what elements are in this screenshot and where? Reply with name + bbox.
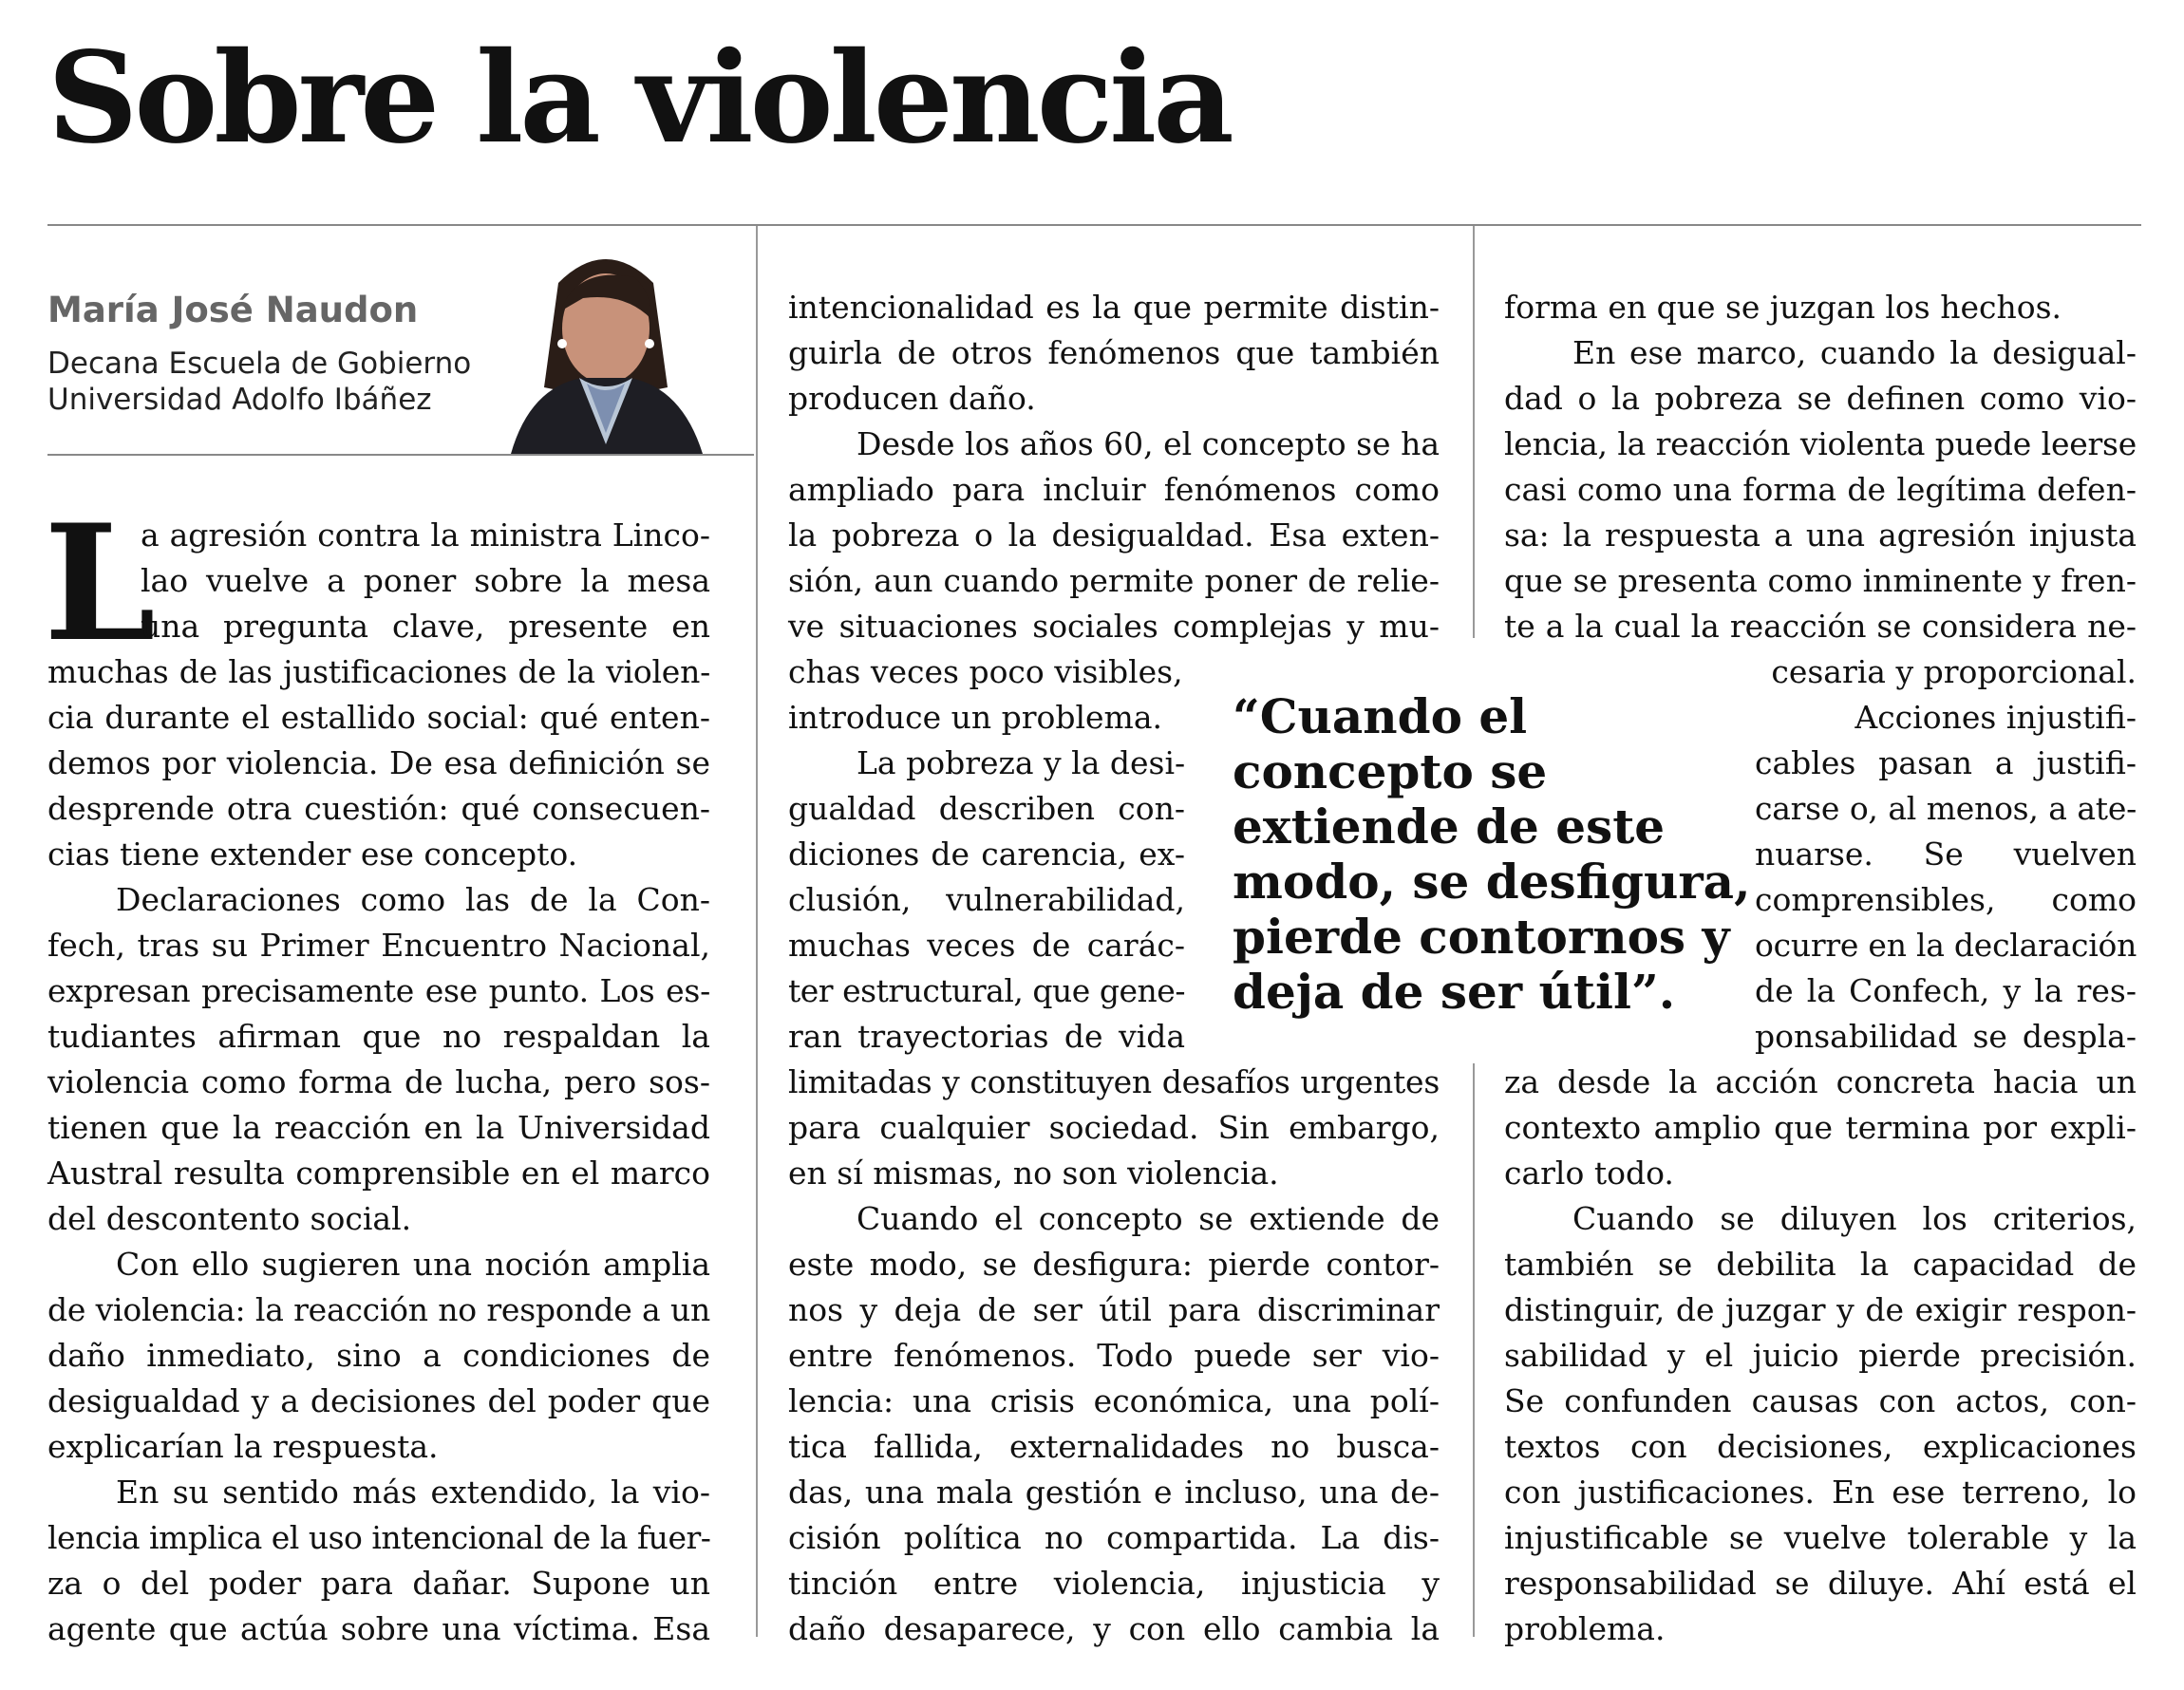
pull-quote-line: extiende de este [1233,798,1666,854]
body-line: ponsabilidad se despla- [1755,1018,2137,1055]
body-line: de la Confech, y la res- [1755,972,2137,1009]
body-line: nos y deja de ser útil para discriminar [788,1291,1440,1328]
pull-quote [1233,689,1750,1020]
body-line: agente que actúa sobre una víctima. Esa [47,1610,710,1647]
body-line: cables pasan a justifi- [1755,744,2137,781]
body-line: gualdad describen con- [788,790,1185,827]
body-line: das, una mala gestión e incluso, una de- [788,1474,1440,1511]
body-line: demos por violencia. De esa definición se [47,744,710,781]
body-line: para cualquier sociedad. Sin embargo, [788,1109,1440,1146]
body-line: nuarse. Se vuelven [1755,836,2137,873]
body-line: sión, aun cuando permite poner de relie- [788,562,1440,599]
body-line: limitadas y constituyen desafíos urgentes [788,1063,1440,1100]
body-line: contexto amplio que termina por expli- [1504,1109,2137,1146]
body-line: una pregunta clave, presente en [141,608,710,645]
body-line: Austral resulta comprensible en el marco [47,1155,710,1192]
body-line: cia durante el estallido social: qué enten- [47,699,710,736]
body-line: Con ello sugieren una noción amplia [116,1246,710,1283]
body-line: daño desaparece, y con ello cambia la [788,1610,1440,1647]
body-line: problema. [1504,1610,1666,1647]
body-line: dad o la pobreza se definen como vio- [1504,380,2137,417]
body-line: lao vuelve a poner sobre la mesa [141,562,710,599]
body-line: En ese marco, cuando la desigual- [1572,334,2137,371]
body-line: a agresión contra la ministra Linco- [141,516,710,554]
body-line: forma en que se juzgan los hechos. [1504,289,2062,326]
body-line: comprensibles, como [1755,881,2137,918]
article-title: Sobre la violencia [47,25,1231,172]
author-role-line: Decana Escuela de Gobierno [47,347,472,381]
body-line: muchas veces de carác- [788,927,1185,964]
body-line: guirla de otros fenómenos que también [788,334,1440,371]
body-line: violencia como forma de lucha, pero sos- [47,1063,710,1100]
body-line: lencia: una crisis económica, una polí- [788,1382,1440,1419]
author-role-line: Universidad Adolfo Ibáñez [47,383,432,417]
body-line: casi como una forma de legítima defen- [1504,471,2137,508]
body-line: Declaraciones como las de la Con- [116,881,710,918]
body-line: carse o, al menos, a ate- [1755,790,2137,827]
body-line: desigualdad y a decisiones del poder que [47,1382,710,1419]
body-line: ter estructural, que gene- [788,972,1185,1009]
pull-quote-line: concepto se [1233,743,1548,799]
body-line: tienen que la reacción en la Universidad [47,1109,710,1146]
drop-cap: L [44,489,157,677]
body-line: de violencia: la reacción no responde a un [47,1291,710,1328]
pull-quote-line: deja de ser útil”. [1233,964,1676,1020]
column-divider-2-lower [1473,1063,1475,1637]
body-line: expresan precisamente ese punto. Los es- [47,972,710,1009]
author-portrait [492,245,720,454]
body-line: ve situaciones sociales complejas y mu- [788,608,1440,645]
body-line: también se debilita la capacidad de [1504,1246,2137,1283]
body-line: fech, tras su Primer Encuentro Nacional, [47,927,710,964]
byline-rule [47,454,754,456]
body-line: Acciones injustifi- [1855,699,2137,736]
body-line: clusión, vulnerabilidad, [788,881,1185,918]
body-line: desprende otra cuestión: qué consecuen- [47,790,710,827]
body-line: ampliado para incluir fenómenos como [788,471,1440,508]
body-line: za o del poder para dañar. Supone un [47,1565,710,1602]
body-line: muchas de las justificaciones de la violen- [47,653,710,690]
body-line: ran trayectorias de vida [788,1018,1185,1055]
body-line: en sí mismas, no son violencia. [788,1155,1279,1192]
body-line: chas veces poco visibles, [788,653,1183,690]
body-line: carlo todo. [1504,1155,1674,1192]
body-line: cesaria y proporcional. [1771,653,2137,690]
body-line: za desde la acción concreta hacia un [1504,1063,2137,1100]
body-line: tica fallida, externalidades no busca- [788,1428,1440,1465]
pull-quote-line: modo, se desfigura, [1233,854,1751,910]
body-line: te a la cual la reacción se considera ne- [1504,608,2137,645]
body-line: Cuando se diluyen los criterios, [1572,1200,2137,1237]
body-line: entre fenómenos. Todo puede ser vio- [788,1337,1440,1374]
body-line: intencionalidad es la que permite distin- [788,289,1440,326]
body-line: con justificaciones. En ese terreno, lo [1504,1474,2137,1511]
body-line: diciones de carencia, ex- [788,836,1185,873]
body-line: daño inmediato, sino a condiciones de [47,1337,710,1374]
body-line: producen daño. [788,380,1036,417]
body-line: Se confunden causas con actos, con- [1504,1382,2137,1419]
header-rule [47,224,2141,226]
body-line: Desde los años 60, el concepto se ha [857,425,1440,462]
body-line: lencia, la reacción violenta puede leerse [1504,425,2137,462]
body-line: Cuando el concepto se extiende de [857,1200,1440,1237]
body-line: que se presenta como inminente y fren- [1504,562,2137,599]
body-line: sabilidad y el juicio pierde precisión. [1504,1337,2137,1374]
body-line: cias tiene extender ese concepto. [47,836,578,873]
body-line: textos con decisiones, explicaciones [1504,1428,2137,1465]
column-divider-1 [756,226,758,1637]
body-line: ocurre en la declaración [1755,927,2137,964]
author-role [47,346,471,418]
body-line: distinguir, de juzgar y de exigir respon- [1504,1291,2137,1328]
body-line: cisión política no compartida. La dis- [788,1519,1440,1556]
body-line: la pobreza o la desigualdad. Esa exten- [788,516,1440,554]
body-line: explicarían la respuesta. [47,1428,439,1465]
body-line: tinción entre violencia, injusticia y [788,1565,1440,1602]
column-divider-2 [1473,226,1475,638]
body-line: sa: la respuesta a una agresión injusta [1504,516,2137,554]
body-line: lencia implica el uso intencional de la fuer- [47,1519,711,1556]
body-line: tudiantes afirman que no respaldan la [47,1018,710,1055]
body-line: En su sentido más extendido, la vio- [116,1474,710,1511]
pull-quote-line: “Cuando el [1233,688,1528,744]
body-line: responsabilidad se diluye. Ahí está el [1504,1565,2137,1602]
body-line: injustificable se vuelve tolerable y la [1504,1519,2137,1556]
body-line: del descontento social. [47,1200,412,1237]
body-line: La pobreza y la desi- [857,744,1186,781]
body-line: introduce un problema. [788,699,1163,736]
author-name: María José Naudon [47,290,419,330]
body-line: este modo, se desfigura: pierde contor- [788,1246,1440,1283]
pull-quote-line: pierde contornos y [1233,909,1730,965]
